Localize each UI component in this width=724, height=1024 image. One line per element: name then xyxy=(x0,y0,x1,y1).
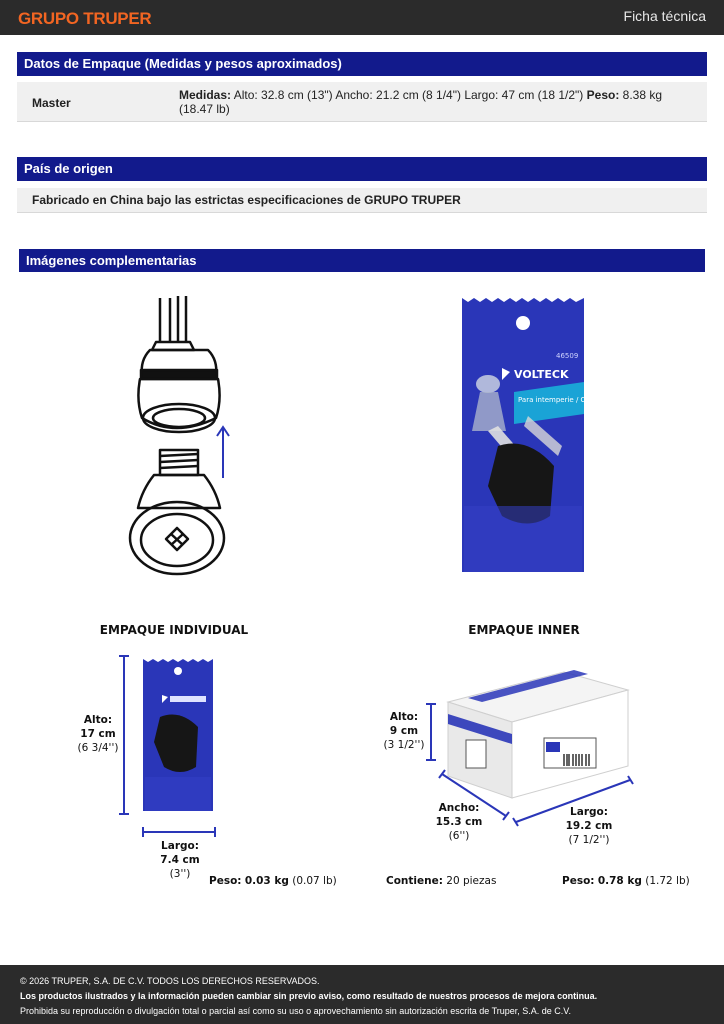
individual-peso-lb: (0.07 lb) xyxy=(288,875,337,887)
measures-value: Alto: 32.8 cm (13") Ancho: 21.2 cm (8 1/4") Largo: 47 cm (18 1/2") xyxy=(231,88,587,102)
inner-contiene-value: 20 piezas xyxy=(442,875,497,887)
footer-notice: Los productos ilustrados y la información pueden cambiar sin previo aviso, como resultado de nuestros procesos de mejora continua. xyxy=(20,991,598,1001)
inner-ancho-in: (6'') xyxy=(448,830,470,842)
inner-title: EMPAQUE INNER xyxy=(468,623,580,637)
individual-largo-in: (3'') xyxy=(169,868,191,880)
inner-ancho-label xyxy=(428,801,490,843)
footer-copyright: © 2026 TRUPER, S.A. DE C.V. TODOS LOS DERECHOS RESERVADOS. xyxy=(20,976,320,986)
master-measures xyxy=(179,88,689,116)
package-code: 46509 xyxy=(556,352,579,360)
arrow-up-icon xyxy=(215,424,231,480)
individual-largo-key: Largo: xyxy=(161,840,199,852)
individual-alto-key: Alto: xyxy=(83,714,113,726)
origin-text: Fabricado en China bajo las estrictas especificaciones de GRUPO TRUPER xyxy=(32,193,461,207)
packaging-master-row xyxy=(17,82,707,122)
inner-contents xyxy=(386,875,496,887)
inner-largo-label xyxy=(558,805,620,847)
packaging-section-heading: Datos de Empaque (Medidas y pesos aproximados) xyxy=(17,52,707,76)
inner-largo-key: Largo: xyxy=(570,806,608,818)
origin-row xyxy=(17,188,707,213)
individual-alto-label xyxy=(72,713,124,755)
individual-largo-label xyxy=(152,839,208,881)
master-label: Master xyxy=(32,96,71,110)
measures-key: Medidas: xyxy=(179,88,232,102)
footer-prohibition: Prohibida su reproducción o divulgación total o parcial así como su uso o aprovechamiento sin autorización escrita de Truper, S.A. de C.V. xyxy=(20,1006,571,1016)
document-title: Ficha técnica xyxy=(623,8,706,24)
product-package-image xyxy=(458,296,610,576)
inner-weight xyxy=(562,875,690,887)
inner-peso-lb: (1.72 lb) xyxy=(641,875,690,887)
weight-key: Peso: xyxy=(586,88,620,102)
weight-value: 8.38 kg (18.47 lb) xyxy=(179,88,663,116)
inner-alto-label xyxy=(380,710,428,752)
top-bar xyxy=(0,0,724,35)
brand-logo: GRUPO TRUPER xyxy=(18,9,152,28)
dimension-arrow-icon xyxy=(141,826,217,838)
inner-alto-key: Alto: xyxy=(389,711,419,723)
inner-alto-in: (3 1/2'') xyxy=(383,739,425,751)
individual-title: EMPAQUE INDIVIDUAL xyxy=(99,623,249,637)
individual-weight xyxy=(209,875,337,887)
individual-package-image xyxy=(140,657,216,813)
individual-alto-in: (6 3/4'') xyxy=(77,742,119,754)
origin-section-heading: País de origen xyxy=(17,157,707,181)
package-band-text: Para intemperie / Outdoor xyxy=(518,396,610,404)
images-section-heading: Imágenes complementarias xyxy=(19,249,705,272)
individual-alto-cm: 17 cm xyxy=(80,728,116,740)
package-brand: VOLTECK xyxy=(514,368,569,381)
inner-ancho-key: Ancho: xyxy=(438,802,480,814)
individual-peso-kg: 0.03 kg xyxy=(244,875,289,887)
page-footer xyxy=(0,965,724,1024)
inner-ancho-cm: 15.3 cm xyxy=(435,816,483,828)
inner-largo-cm: 19.2 cm xyxy=(565,820,613,832)
package-hole-icon xyxy=(516,316,530,330)
inner-largo-in: (7 1/2'') xyxy=(568,834,610,846)
individual-peso-key: Peso: xyxy=(209,875,242,887)
inner-peso-key: Peso: xyxy=(562,875,595,887)
individual-largo-cm: 7.4 cm xyxy=(160,854,200,866)
inner-contiene-key: Contiene: xyxy=(386,875,443,887)
inner-alto-cm: 9 cm xyxy=(389,725,419,737)
inner-peso-kg: 0.78 kg xyxy=(597,875,642,887)
